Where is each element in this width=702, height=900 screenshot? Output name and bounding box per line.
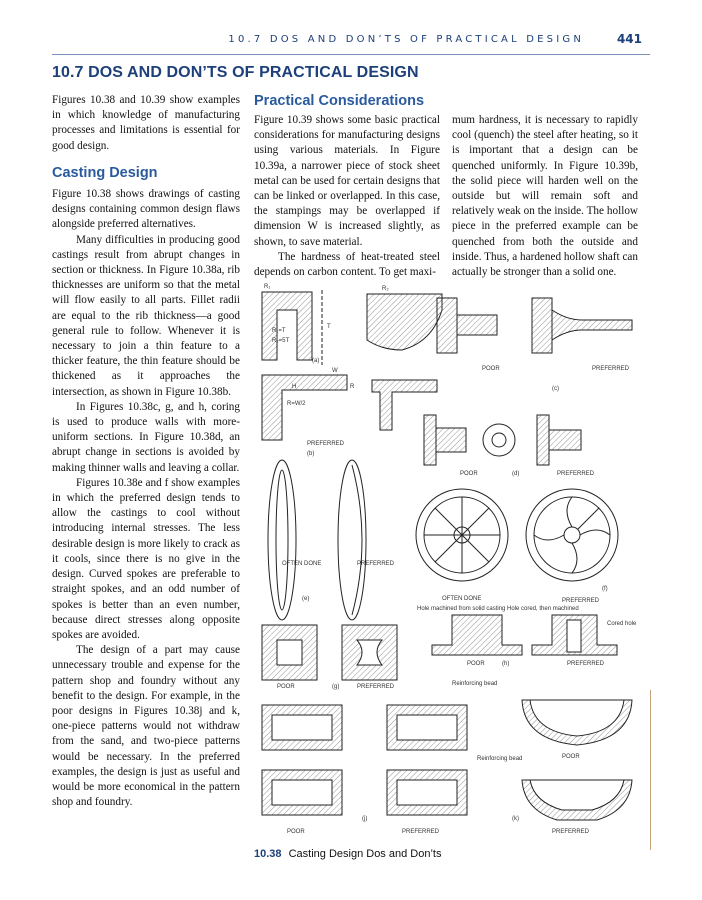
label-preferred: PREFERRED: [557, 471, 595, 477]
paragraph: The hardness of heat-treated steel depends on carbon content. To get maxi-: [254, 250, 440, 279]
paragraph: mum hardness, it is necessary to rapidly cool (quench) the steel after heating, so it is important that a design can be quenched uniformly. In Figure 10.39b, the solid piece will harden well on the outside but will remain soft and relatively weak on the inside. The hollow piece in the preferred example can be quenched from both the outside and inside. Thus, a hardened hollow shaft can actually be stronger than a solid one.: [452, 114, 638, 279]
label-k: (k): [512, 816, 519, 822]
label-poor: POOR: [460, 471, 478, 477]
label-reinforcing-bead: Reinforcing bead: [477, 756, 523, 762]
drawing-g: [262, 625, 397, 680]
margin-rule: [650, 690, 651, 850]
casting-drawings-svg: [252, 280, 652, 840]
drawing-f: [416, 489, 618, 581]
label-rw2: R=W/2: [287, 401, 306, 407]
intro-paragraph: Figures 10.38 and 10.39 show examples in which knowledge of manufacturing processes and limitations is essential for good design.: [52, 94, 240, 152]
caption-number: 10.38: [254, 848, 282, 860]
label-preferred: PREFERRED: [357, 684, 395, 690]
casting-design-heading: Casting Design: [52, 164, 158, 181]
label-g: (g): [332, 684, 340, 690]
paragraph: Figure 10.39 shows some basic practical considerations for manufacturing designs using various materials. In Figure 10.39a, a narrower piece of stock sheet metal can be used for certain designs that can be linked or overlapped. In this case, the stampings may be overlapped if dimension W is increased slightly, as shown, to save material.: [254, 114, 440, 248]
label-preferred: PREFERRED: [592, 366, 630, 372]
label-e: (e): [302, 596, 310, 602]
label-w: W: [332, 368, 338, 374]
drawing-a: [262, 290, 442, 365]
section-title: 10.7 DOS AND DON’TS OF PRACTICAL DESIGN: [52, 64, 419, 81]
column-2: [254, 113, 440, 280]
label-poor: POOR: [277, 684, 295, 690]
label-poor: POOR: [467, 661, 485, 667]
label-d: (d): [512, 471, 520, 477]
label-preferred: PREFERRED: [567, 661, 605, 667]
paragraph: Many difficulties in producing good castings result from abrupt changes in section or thickness. In Figure 10.38a, rib thicknesses are uniform so that the metal will flow easily to all parts. Fillet radii are equal to the rib thickness—a good general rule to follow. Whenever it is necessary to join a thin feature to a thicker feature, the thin feature should be thickened as it approaches the intersection, as shown in Figure 10.38b.: [52, 233, 240, 398]
label-j: (j): [362, 816, 368, 822]
label-r2: R₂: [382, 286, 389, 292]
label-cored-hole: Cored hole: [607, 621, 637, 627]
label-c: (c): [552, 386, 559, 392]
label-h: (h): [502, 661, 510, 667]
label-preferred: PREFERRED: [552, 829, 590, 835]
label-hole-cored: Hole cored, then machined: [507, 606, 579, 612]
label-poor: POOR: [562, 754, 580, 760]
label-hole-machined: Hole machined from solid casting: [417, 606, 506, 612]
label-r1: R₁: [264, 284, 271, 290]
label-often-done: OFTEN DONE: [442, 596, 482, 602]
label-preferred: PREFERRED: [402, 829, 440, 835]
page-number: 441: [616, 32, 642, 46]
running-head: 10.7 DOS AND DON’TS OF PRACTICAL DESIGN: [228, 34, 584, 45]
drawing-d: [424, 415, 581, 465]
drawing-k: [522, 700, 632, 820]
drawing-h: [432, 615, 617, 655]
label-b: (b): [307, 451, 315, 457]
label-reinforcing-bead: Reinforcing bead: [452, 681, 498, 687]
figure-10-38-casting-drawings: [252, 280, 652, 840]
label-often-done: OFTEN DONE: [282, 561, 322, 567]
label-f: (f): [602, 586, 608, 592]
header-rule: [52, 54, 650, 55]
practical-considerations-heading: Practical Considerations: [254, 93, 425, 109]
paragraph: Figure 10.38 shows drawings of casting designs containing common design flaws alongside preferred alternatives.: [52, 188, 240, 231]
label-r2st: R₂=5T: [272, 338, 290, 344]
figure-caption: [254, 848, 441, 860]
drawing-c: [437, 298, 632, 353]
column-3: [452, 113, 638, 280]
paragraph: In Figures 10.38c, g, and h, coring is used to produce walls with more-uniform sections. In Figure 10.38d, an abrupt change in sections is avoided by making thinner walls and leaving a collar.: [52, 400, 240, 474]
caption-text: Casting Design Dos and Don’ts: [288, 848, 442, 860]
label-r: R: [350, 384, 355, 390]
label-poor: POOR: [482, 366, 500, 372]
label-rt: R₁=T: [272, 328, 286, 334]
paragraph: Figures 10.38e and f show examples in which the preferred design tends to allow the castings to cool without introducing internal stresses. The less desirable design is more likely to crack as it cools, since there is no give in the design. Curved spokes are preferable to straight spokes, and an odd number of spokes is better than an even number, because direct stresses along opposite spokes are avoided.: [52, 476, 240, 641]
label-t: T: [327, 324, 331, 330]
drawing-j: [262, 705, 467, 815]
drawing-e: [268, 460, 366, 620]
paragraph: The design of a part may cause unnecessary trouble and expense for the pattern shop and foundry without any benefit to the design. For example, in the poor designs in Figures 10.38j and k, one-piece patterns would not withdraw from the sand, and two-piece patterns would be necessary. In the preferred examples, the design is just as useful and would be more economical in the pattern shop and foundry.: [52, 644, 240, 809]
label-a: (a): [312, 358, 320, 364]
label-preferred: PREFERRED: [357, 561, 395, 567]
label-preferred: PREFERRED: [307, 441, 345, 447]
column-1: [52, 93, 240, 810]
label-poor: POOR: [287, 829, 305, 835]
label-h-dim: H: [292, 384, 297, 390]
label-preferred: PREFERRED: [562, 598, 600, 604]
